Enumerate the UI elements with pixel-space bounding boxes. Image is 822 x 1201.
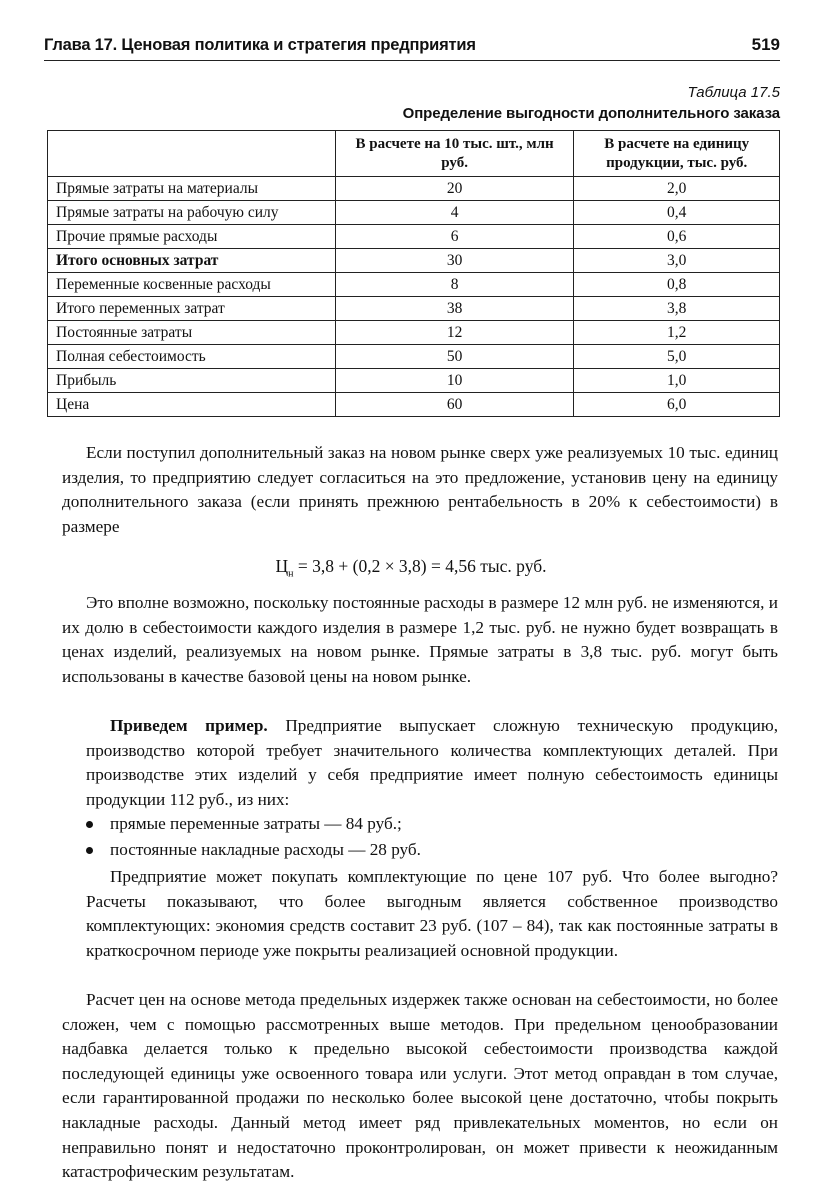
row-total: 8 bbox=[335, 273, 574, 297]
table-row bbox=[48, 393, 780, 417]
price-formula bbox=[0, 556, 822, 580]
table-title: Определение выгодности дополнительного заказа bbox=[402, 105, 780, 122]
column-header: В расчете на 10 тыс. шт., млн руб. bbox=[335, 131, 574, 177]
paragraph-text: Это вполне возможно, поскольку постоянные расходы в размере 12 млн руб. не изменяются, и их долю в себестоимости каждого изделия в размере 1,2 тыс. руб. не нужно будет возвращать в ценах изделий, реализуемых на новом рынке. Прямые затраты в 3,8 тыс. руб. могут быть использованы в качестве базовой цены на новом рынке. bbox=[62, 593, 778, 686]
row-unit: 6,0 bbox=[574, 393, 780, 417]
row-total: 50 bbox=[335, 345, 574, 369]
example-lead: Приведем пример. bbox=[110, 716, 268, 735]
table-row bbox=[48, 321, 780, 345]
paragraph-text: Предприятие может покупать комплектующие по цене 107 руб. Что более выгодно? Расчеты показывают, что более выгодным является собственное производство комплектующих: экономия средств составит 23 руб. (107 – 84), так как постоянные затраты в краткосрочном периоде уже покрыты реализацией основной продукции. bbox=[86, 867, 778, 960]
row-unit: 5,0 bbox=[574, 345, 780, 369]
row-total: 20 bbox=[335, 177, 574, 201]
column-header bbox=[48, 131, 336, 177]
row-label: Прочие прямые расходы bbox=[48, 225, 336, 249]
row-total: 60 bbox=[335, 393, 574, 417]
paragraph-text: Если поступил дополнительный заказ на новом рынке сверх уже реализуемых 10 тыс. единиц изделия, то предприятию следует согласиться на это предложение, установив цену на единицу дополнительного заказа (если принять прежнюю рентабельность в 20% к себестоимости) в размере bbox=[62, 443, 778, 536]
formula-symbol: Ц bbox=[275, 556, 289, 576]
paragraph-text: Предприятие выпускает сложную техническую продукцию, производство которой требует значительного количества комплектующих деталей. При производстве этих изделий у себя предприятие имеет полную себестоимость единицы продукции 112 руб., из них: bbox=[86, 716, 778, 809]
row-total: 4 bbox=[335, 201, 574, 225]
formula-expression: = 3,8 + (0,2 × 3,8) = 4,56 тыс. руб. bbox=[293, 556, 547, 576]
bullet-icon bbox=[86, 847, 93, 854]
row-label: Цена bbox=[48, 393, 336, 417]
table-row bbox=[48, 201, 780, 225]
row-label: Прибыль bbox=[48, 369, 336, 393]
row-unit: 0,4 bbox=[574, 201, 780, 225]
table-row bbox=[48, 297, 780, 321]
cost-table bbox=[47, 130, 780, 417]
row-unit: 0,6 bbox=[574, 225, 780, 249]
row-label: Постоянные затраты bbox=[48, 321, 336, 345]
table-row bbox=[48, 225, 780, 249]
paragraph-marginal-cost bbox=[62, 988, 778, 1185]
row-total: 12 bbox=[335, 321, 574, 345]
row-unit: 2,0 bbox=[574, 177, 780, 201]
row-label: Переменные косвенные расходы bbox=[48, 273, 336, 297]
row-label: Итого переменных затрат bbox=[48, 297, 336, 321]
table-row bbox=[48, 273, 780, 297]
row-unit: 3,8 bbox=[574, 297, 780, 321]
table-row bbox=[48, 369, 780, 393]
paragraph-calculation bbox=[86, 865, 778, 963]
row-unit: 1,2 bbox=[574, 321, 780, 345]
list-item-text: прямые переменные затраты — 84 руб.; bbox=[110, 814, 402, 833]
list-item-text: постоянные накладные расходы — 28 руб. bbox=[110, 840, 421, 859]
running-header bbox=[44, 30, 780, 61]
table-label: Таблица 17.5 bbox=[687, 84, 780, 101]
paragraph-example bbox=[86, 714, 778, 812]
formula-subscript: н bbox=[288, 568, 294, 580]
column-header: В расчете на единицу продукции, тыс. руб. bbox=[574, 131, 780, 177]
paragraph-text: Расчет цен на основе метода предельных издержек также основан на себестоимости, но более сложен, чем с помощью рассмотренных выше методов. При предельном ценообразовании надбавка делается только к предельно высокой себестоимости производства каждой последующей единицы уже освоенного товара или услуги. Этот метод оправдан в том случае, если гарантированной продажи по несколько более высокой цене достаточно, чтобы покрыть накладные расходы. Данный метод имеет ряд привлекательных моментов, но если он неправильно понят и недостаточно проконтролирован, он может привести к неожиданным катастрофическим результатам. bbox=[62, 990, 778, 1182]
row-label: Прямые затраты на рабочую силу bbox=[48, 201, 336, 225]
table-row bbox=[48, 249, 780, 273]
table-row bbox=[48, 177, 780, 201]
table-header-row bbox=[48, 131, 780, 177]
page-number: 519 bbox=[751, 35, 780, 54]
row-unit: 0,8 bbox=[574, 273, 780, 297]
chapter-title: Глава 17. Ценовая политика и стратегия предприятия bbox=[44, 36, 476, 54]
row-unit: 1,0 bbox=[574, 369, 780, 393]
row-total: 10 bbox=[335, 369, 574, 393]
row-label: Итого основных затрат bbox=[48, 249, 336, 273]
paragraph-additional-order bbox=[62, 441, 778, 539]
table-row bbox=[48, 345, 780, 369]
row-total: 6 bbox=[335, 225, 574, 249]
row-total: 38 bbox=[335, 297, 574, 321]
row-total: 30 bbox=[335, 249, 574, 273]
bullet-icon bbox=[86, 821, 93, 828]
row-label: Прямые затраты на материалы bbox=[48, 177, 336, 201]
paragraph-fixed-costs bbox=[62, 591, 778, 689]
row-label: Полная себестоимость bbox=[48, 345, 336, 369]
row-unit: 3,0 bbox=[574, 249, 780, 273]
